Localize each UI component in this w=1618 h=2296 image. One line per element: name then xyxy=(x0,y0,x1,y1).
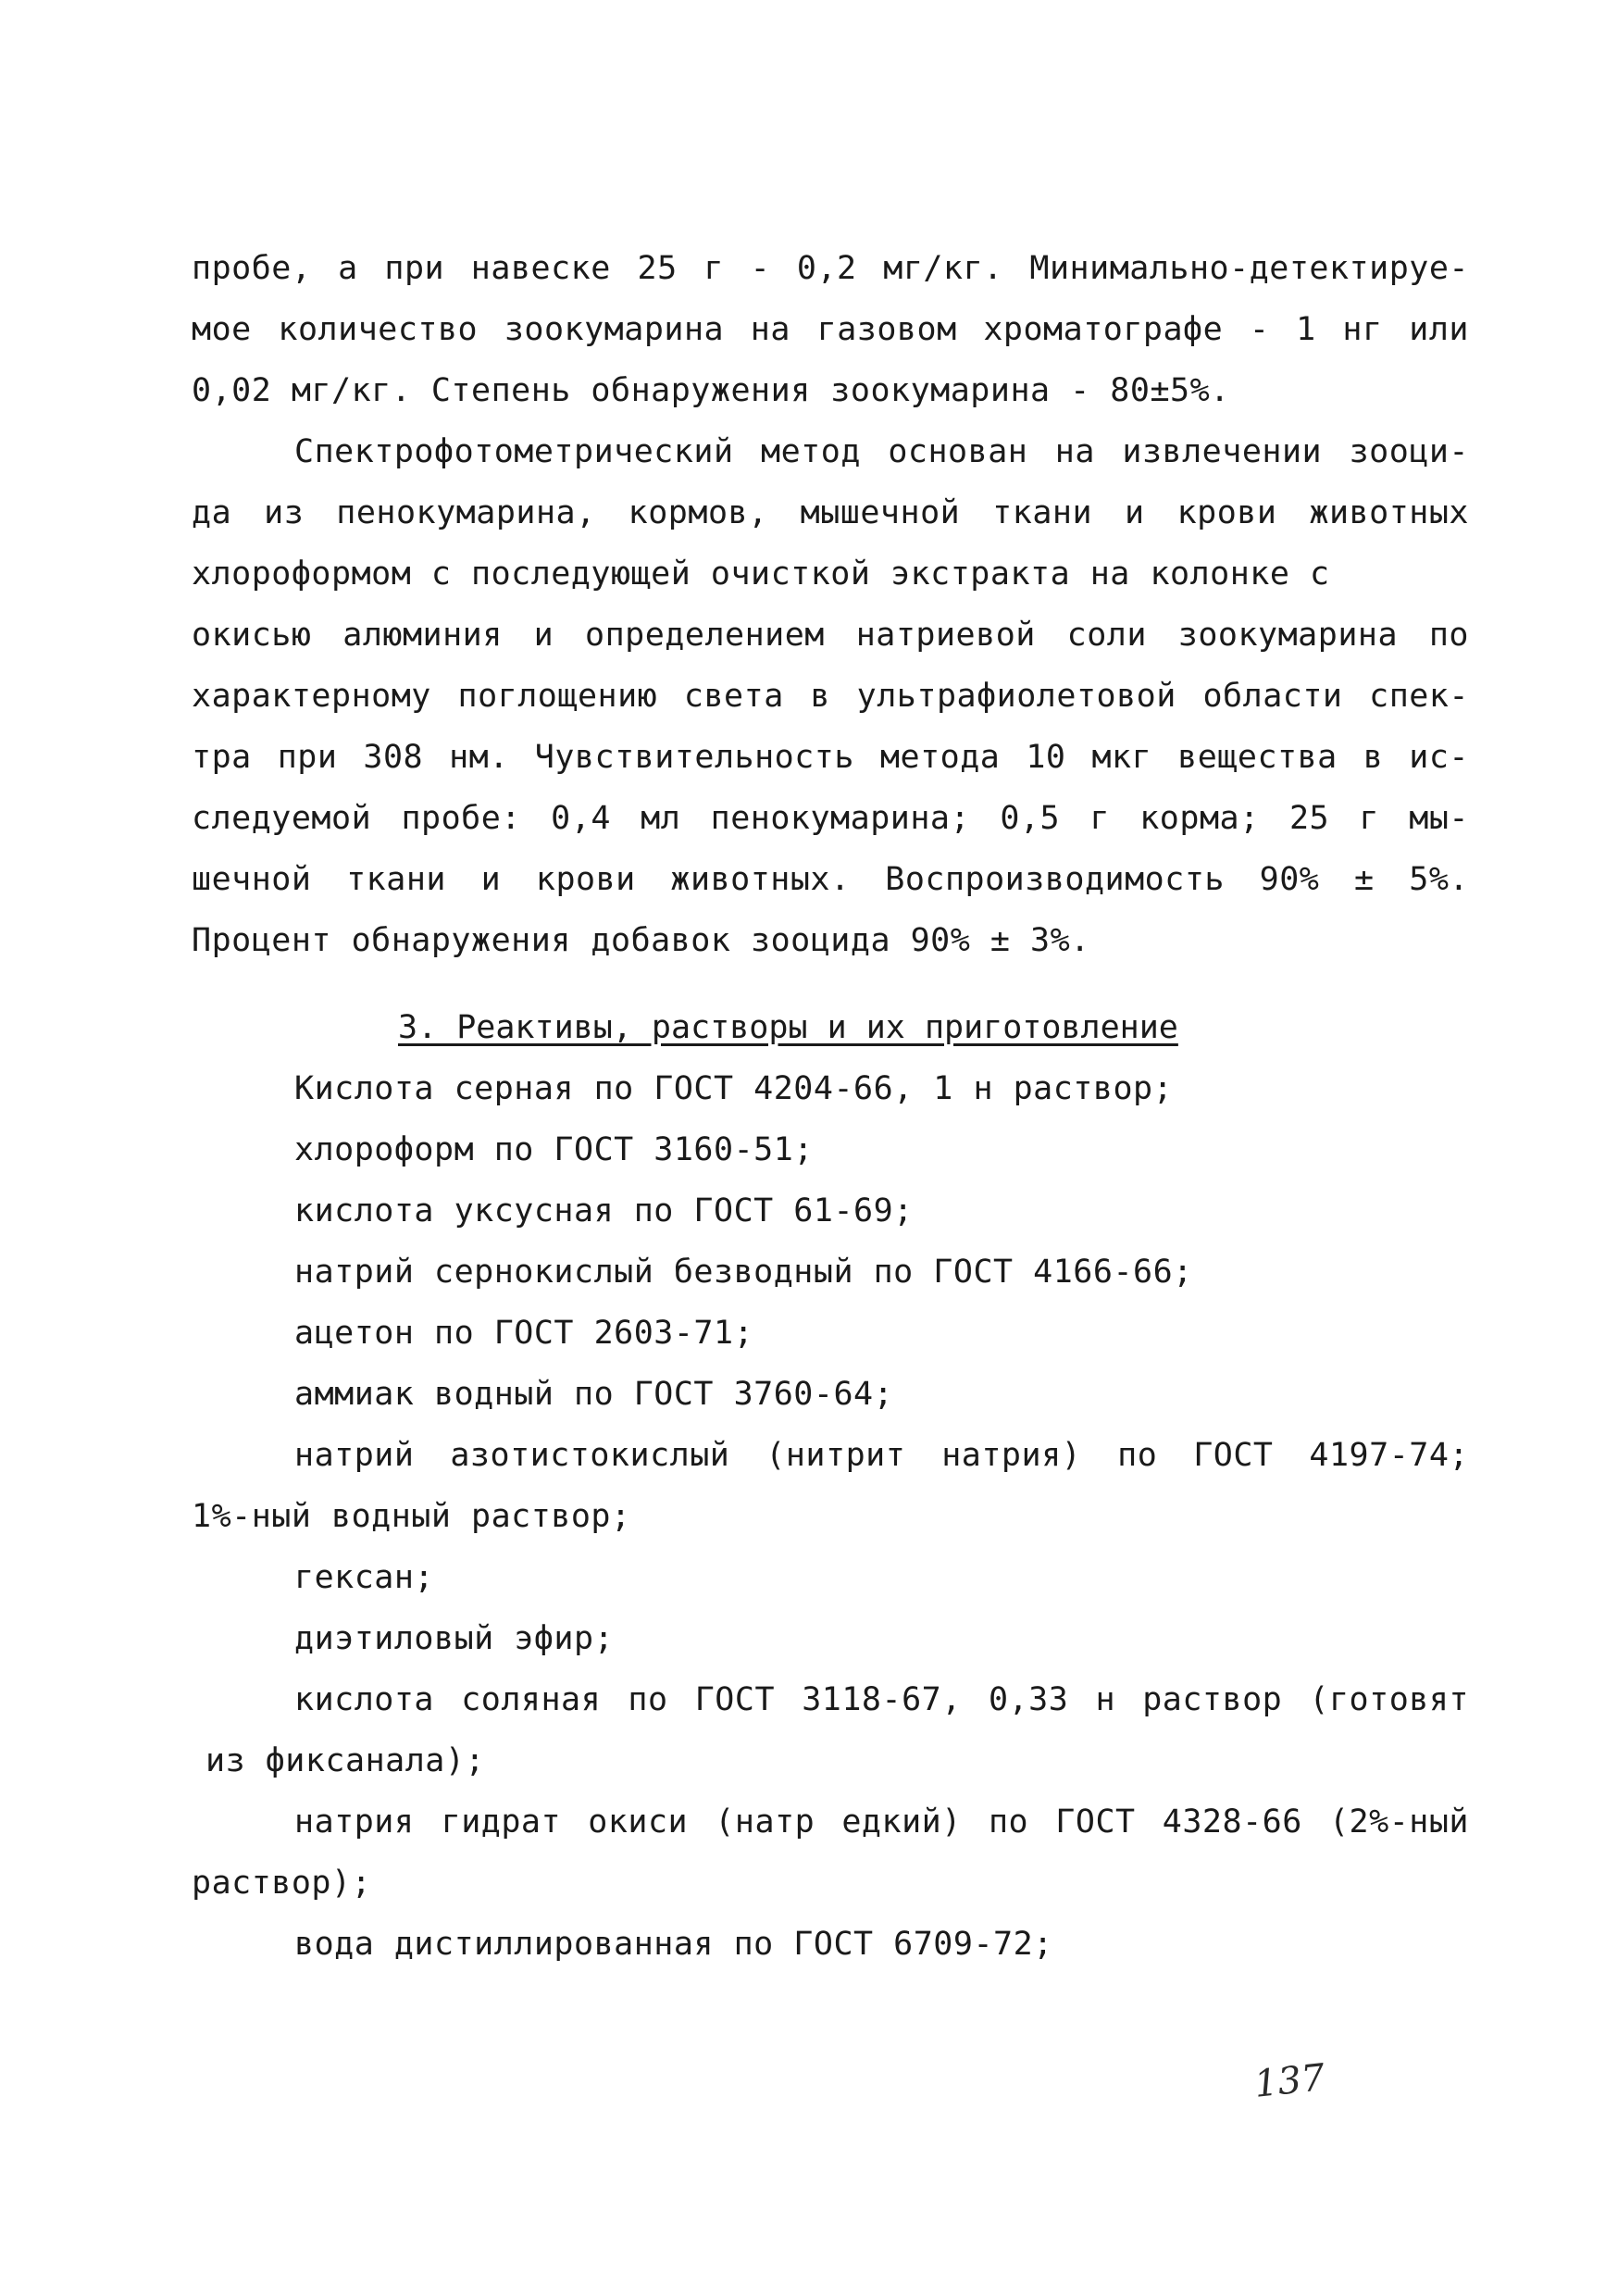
reagent-line: диэтиловый эфир; xyxy=(294,1620,615,1657)
reagent-line: Кислота серная по ГОСТ 4204-66, 1 н раствор; xyxy=(294,1070,1174,1107)
paragraph-line: пробе, а при навеске 25 г - 0,2 мг/кг. Минимально-детектируе- xyxy=(192,250,1469,287)
paragraph-line: мое количество зоокумарина на газовом хроматографе - 1 нг или xyxy=(192,311,1469,348)
reagent-line: из фиксанала); xyxy=(205,1742,486,1779)
paragraph-line: шечной ткани и крови животных. Воспроизводимость 90% ± 5%. xyxy=(192,861,1469,898)
paragraph-line: Спектрофотометрический метод основан на извлечении зооци- xyxy=(294,433,1469,470)
paragraph-line: тра при 308 нм. Чувствительность метода 10 мкг вещества в ис- xyxy=(192,739,1469,776)
reagent-line: натрия гидрат окиси (натр едкий) по ГОСТ 4328-66 (2%-ный xyxy=(294,1803,1469,1841)
reagent-line: натрий сернокислый безводный по ГОСТ 4166-66; xyxy=(294,1254,1193,1291)
paragraph-line: следуемой пробе: 0,4 мл пенокумарина; 0,5 г корма; 25 г мы- xyxy=(192,800,1469,837)
reagent-line: натрий азотистокислый (нитрит натрия) по ГОСТ 4197-74; xyxy=(294,1437,1469,1474)
paragraph-line: хлороформом с последующей очисткой экстракта на колонке с xyxy=(192,555,1330,593)
paragraph-line: Процент обнаружения добавок зооцида 90% ± 3%. xyxy=(192,922,1090,959)
reagent-line: хлороформ по ГОСТ 3160-51; xyxy=(294,1131,814,1168)
paragraph-line: характерному поглощению света в ультрафиолетовой области спек- xyxy=(192,678,1469,715)
section-heading: 3. Реактивы, растворы и их приготовление xyxy=(398,1009,1178,1046)
page-number: 137 xyxy=(1251,2056,1327,2106)
reagent-line: аммиак водный по ГОСТ 3760-64; xyxy=(294,1376,894,1413)
paragraph-line: да из пенокумарина, кормов, мышечной ткани и крови животных xyxy=(192,494,1469,531)
reagent-line: вода дистиллированная по ГОСТ 6709-72; xyxy=(294,1926,1053,1963)
reagent-line: 1%-ный водный раствор; xyxy=(192,1498,631,1535)
paragraph-line: 0,02 мг/кг. Степень обнаружения зоокумарина - 80±5%. xyxy=(192,372,1230,409)
reagent-line: раствор); xyxy=(192,1865,372,1902)
reagent-line: гексан; xyxy=(294,1559,435,1596)
paragraph-line: окисью алюминия и определением натриевой соли зоокумарина по xyxy=(192,617,1469,654)
reagent-line: кислота соляная по ГОСТ 3118-67, 0,33 н раствор (готовят xyxy=(294,1681,1469,1718)
reagent-line: кислота уксусная по ГОСТ 61-69; xyxy=(294,1192,914,1229)
reagent-line: ацетон по ГОСТ 2603-71; xyxy=(294,1315,754,1352)
